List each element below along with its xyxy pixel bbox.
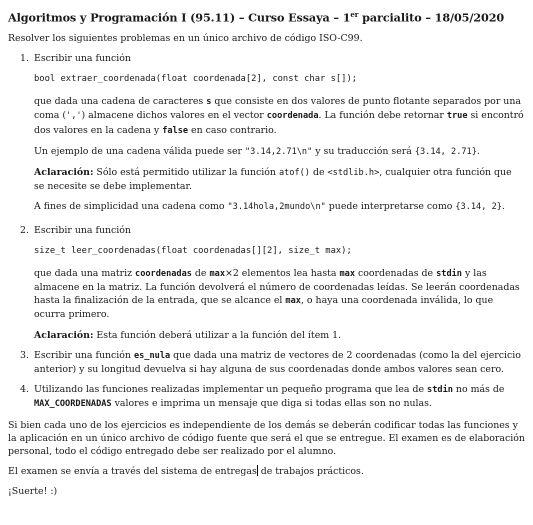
example-paragraph: Un ejemplo de una cadena válida puede ser "3.14,2.71\n" y su traducción será {3.14, 2.71}. [34,145,480,157]
intro-paragraph: Resolver los siguientes problemas en un único archivo de código ISO-C99. [8,32,363,44]
title-superscript: er [350,10,359,19]
item-number: 4. [20,384,29,396]
item-number: 1. [20,52,29,64]
item-description: que dada una matriz coordenadas de max×2 elementos lea hasta max coordenadas de stdin y las almacene en la matriz. La función devolverá el número de coordenadas leídas. Se leerán coordenadas hasta la finalización de la entrada, que se alcance el max, o haya una coordenada inválida, lo que ocurra primero. [34,267,520,321]
footer-paragraph-submission: El examen se envía a través del sistema de entregas de trabajos prácticos. [8,466,364,478]
exercise-item-4 [8,383,524,411]
item-heading: Escribir una función [34,224,131,236]
exercise-item-1 [8,52,524,215]
title-text: Algoritmos y Programación I (95.11) – Curso Essaya – 1 [8,10,351,25]
item-description: Utilizando las funciones realizadas implementar un pequeño programa que lea de stdin no más de MAX_COORDENADAS valores e imprima un mensaje que diga si todas ellas son no nulas. [34,384,505,410]
page-title [8,10,528,25]
item-heading: Escribir una función [34,52,131,64]
footer-good-luck: ¡Suerte! :) [8,486,58,498]
exercise-item-2 [8,224,524,342]
title-text-end: parcialito – 18/05/2020 [358,10,505,25]
exercise-item-3 [8,349,524,376]
item-number: 2. [20,224,29,236]
item-description: Escribir una función es_nula que dada una matriz de vectores de 2 coordenadas (como la del ejercicio anterior) y su longitud devuelva si hay alguna de sus coordenadas donde ambos valores sean cero. [34,349,521,375]
item-description: que dada una cadena de caracteres s que consiste en dos valores de punto flotante separados por una coma (',') almacene dichos valores en el vector coordenada. La función debe retornar true si encontró dos valores en la cadena y false en caso contrario. [34,96,524,136]
function-signature: size_t leer_coordenadas(float coordenadas[][2], size_t max); [34,245,352,256]
footer-paragraph-rules: Si bien cada uno de los ejercicios es independiente de los demás se deberán codificar todas las funciones y la aplicación en un único archivo de código fuente que será el que se entregue. El examen es de elaboración personal, todo el código entregado debe ser realizado por el alumno. [8,419,525,457]
clarification-note: Aclaración: Sólo está permitido utilizar la función atof() de <stdlib.h>, cualquier otra función que se necesite se debe implementar. [34,166,512,193]
item-number: 3. [20,349,29,361]
exam-document [8,10,528,499]
clarification-note: Aclaración: Esta función deberá utilizar a la función del ítem 1. [34,329,342,341]
simplicity-note: A fines de simplicidad una cadena como "3.14hola,2mundo\n" puede interpretarse como {3.14, 2}. [34,201,505,213]
function-signature: bool extraer_coordenada(float coordenada[2], const char s[]); [34,74,358,85]
